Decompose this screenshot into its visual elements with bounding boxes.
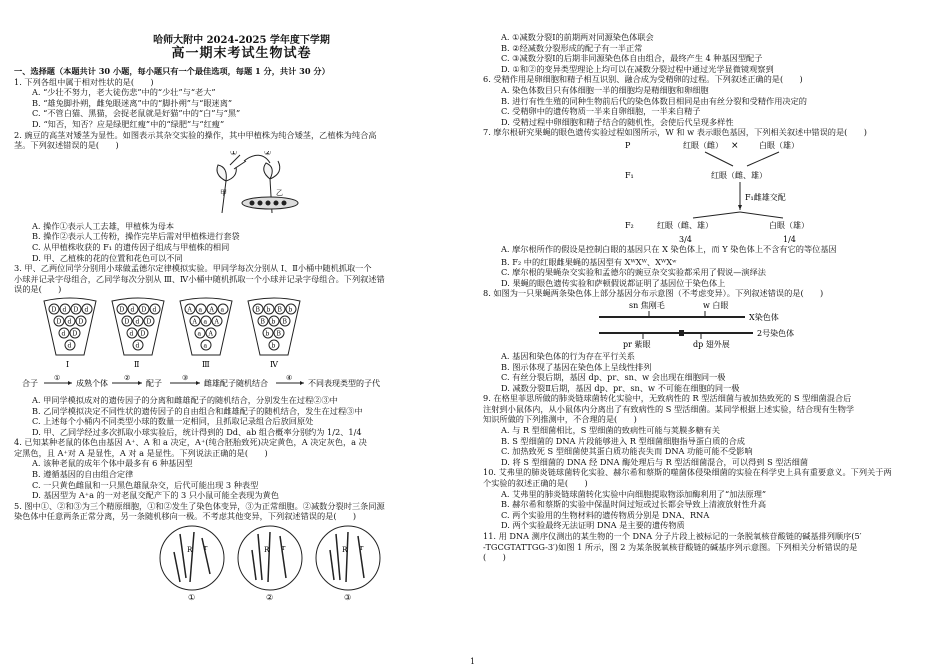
school-header: 哈师大附中 2024-2025 学年度下学期	[153, 35, 330, 46]
gene-dp: dp 翅外展	[693, 339, 730, 349]
option-b: B. F₂ 中的红眼雌果蝇的基因型有 XᵂXᵂ、XᵂXʷ	[501, 256, 677, 267]
label-yi: 乙	[276, 188, 283, 197]
question-stem-cont: 知识所做的下列推测中，不合理的是( )	[483, 414, 637, 425]
question-stem: 9. 在格里菲思所做的肺炎链球菌转化实验中，无致病性的 R 型活细菌与被加热致死的 S 型细菌混合后	[483, 393, 852, 404]
question-stem: 7. 摩尔根研究果蝇的眼色遗传实验过程如图所示，W 和 w 表示眼色基因，下列相关叙述中错误的是( )	[483, 127, 867, 138]
option-d: D. 受精过程中卵细胞和精子结合的随机性，会使后代呈现多样性	[501, 116, 734, 127]
flow-fusion: 雌雄配子随机结合	[204, 378, 268, 388]
question-stem: 11. 用 DNA 测序仪测出的某生物的一个 DNA 分子片段上被标记的一条脱氧核苷酸链的碱基排列顺序(5′	[483, 531, 862, 541]
option-d: D. “知否，知否？应是绿肥红瘦”中的“绿肥”与“红瘦”	[32, 118, 225, 129]
ball-letter: a	[198, 306, 203, 314]
option-a: A. 操作①表示人工去雄，甲植株为母本	[32, 220, 175, 231]
ball-letter: b	[265, 330, 270, 338]
gamete-flow	[14, 371, 469, 395]
cell-label-3: ③	[344, 593, 352, 603]
option-d: D. ①和②的变异类型理论上均可以在减数分裂过程中通过光学显微镜观察到	[501, 63, 774, 74]
option-b: B. 遵循基因的自由组合定律	[32, 469, 134, 480]
option-b: B. 乙同学模拟决定不同性状的遗传因子的自由组合和雌雄配子的随机结合，发生在过程③中	[32, 405, 363, 416]
svg-text:R: R	[264, 546, 270, 555]
option-d: D. 减数分裂Ⅱ后期，基因 dp、pr、sn、w 不可能在细胞的同一极	[501, 382, 740, 393]
section-heading: 一、选择题（本题共计 30 小题，每小题只有一个最佳选项，每题 1 分，共计 30 分）	[14, 66, 330, 76]
question-10	[483, 467, 938, 531]
option-b: B. S 型细菌的 DNA 片段能够进入 R 型细菌细胞指导蛋白质的合成	[501, 435, 745, 446]
svg-text:R: R	[342, 546, 348, 555]
ball-letter: D	[72, 330, 78, 338]
ball-letter: D	[51, 306, 57, 314]
bucket-label-2: Ⅱ	[134, 359, 140, 369]
svg-text:r: r	[282, 544, 286, 553]
chromosome-figure	[483, 299, 938, 351]
ball-letter: D	[141, 306, 147, 314]
flow-step-3: ③	[182, 373, 189, 382]
ball-letter: D	[146, 318, 152, 326]
ball-letter: d	[135, 318, 140, 326]
label-jia: 甲	[220, 188, 227, 197]
option-c: C. 从甲植株收获的 F₁ 的遗传因子组成与甲植株的相同	[32, 241, 230, 252]
f2-white: 白眼（雄）	[769, 220, 809, 230]
option-d: D. 甲、乙同学经过多次抓取小球实验后，统计得到的 Dd、ab 组合概率分别约为 1/2、1/4	[32, 426, 362, 437]
question-stem-cont: 小球并记录字母组合，乙同学每次分别从 Ⅲ、Ⅳ小桶中随机抓取一个小球并记录字母组合。下列叙述错	[14, 273, 385, 284]
option-c: C. “不管白猫、黑猫，会捉老鼠就是好猫”中的“白”与“黑”	[32, 108, 241, 119]
option-b: B. 赫尔希和蔡斯的实验中保温时间过短或过长都会导致上清液放射性升高	[501, 499, 767, 510]
question-stem: 1. 下列各组中属于相对性状的是( )	[14, 76, 154, 87]
question-7	[483, 127, 938, 288]
option-a: A. 甲同学模拟成对的遗传因子的分离和雌雄配子的随机结合，分别发生在过程②③中	[32, 394, 338, 405]
option-c: C. 上述每个小桶内不同类型小球的数量一定相同，且抓取记录组合后放回原处	[32, 416, 314, 427]
ball-letter: D	[119, 306, 125, 314]
option-a: A. 与 R 型细菌相比，S 型细菌的致病性可能与荚膜多糖有关	[501, 425, 721, 436]
spermatogonia-illustration	[14, 522, 469, 602]
fruitfly-cross-diagram	[483, 138, 938, 244]
question-5	[14, 501, 469, 602]
ball-letter: d	[61, 330, 66, 338]
gene-sn: sn 焦刚毛	[629, 300, 665, 310]
question-6	[483, 74, 938, 127]
bucket-illustration	[14, 295, 469, 371]
svg-text:r: r	[204, 544, 208, 553]
option-b: B. “雄兔脚扑朔，雌兔眼迷离”中的“脚扑朔”与“眼迷离”	[32, 97, 233, 108]
ball-letter: A	[214, 318, 219, 326]
ball-letter: A	[208, 330, 213, 338]
question-stem-cont: ( )	[483, 552, 506, 563]
gene-pr: pr 紫眼	[623, 339, 651, 349]
bucket-figure	[14, 295, 469, 371]
option-c: C. 摩尔根的果蝇杂交实验和孟德尔的豌豆杂交实验都采用了假说—演绎法	[501, 267, 766, 278]
ball-letter: d	[135, 342, 140, 350]
question-stem-cont: 误的是( )	[14, 284, 62, 295]
ball-letter: A	[187, 306, 192, 314]
question-stem: 5. 图中①、②和③为三个精原细胞，①和②发生了染色体变异，③为正常细胞。②减数分裂时三条同源	[14, 500, 385, 511]
option-a: A. 艾弗里的肺炎链球菌转化实验中向细胞提取物添加酶利用了“加法原理”	[501, 488, 767, 499]
option-d: D. 两个实验最终无法证明 DNA 是主要的遗传物质	[501, 520, 685, 531]
question-9	[483, 393, 938, 467]
option-a: A. “少壮不努力，老大徒伤悲”中的“少壮”与“老大”	[32, 87, 216, 98]
question-stem: 3. 甲、乙两位同学分别用小球做孟德尔定律模拟实验。甲同学每次分别从 Ⅰ、Ⅱ小桶中随机抓取一个	[14, 263, 372, 274]
question-stem-cont: 个实验的叙述正确的是( )	[483, 478, 588, 489]
ball-letter: b	[271, 318, 276, 326]
svg-text:r: r	[360, 544, 364, 553]
flow-zygote: 合子	[22, 378, 38, 388]
option-c: C. 加热致死 S 型细菌使其蛋白质功能丧失而 DNA 功能可能不受影响	[501, 446, 753, 457]
ball-letter: a	[203, 318, 208, 326]
pedigree-figure	[483, 138, 938, 244]
ball-letter: a	[220, 306, 225, 314]
bucket-label-4: Ⅳ	[270, 359, 278, 369]
flow-step-2: ②	[124, 373, 131, 382]
page-number: 1	[470, 657, 476, 666]
question-stem: 8. 如图为一只果蝇两条染色体上部分基因分布示意图（不考虑变异）。下列叙述错误的是( )	[483, 288, 824, 299]
question-4	[14, 437, 469, 501]
ratio-red: 3/4	[679, 234, 692, 244]
cell-label-1: ①	[188, 593, 196, 603]
right-column	[483, 32, 938, 563]
option-d: D. 将 S 型细菌的 DNA 经 DNA 酶处理后与 R 型活细菌混合，可以得到 S 型活细菌	[501, 456, 809, 467]
cell-figure	[14, 522, 469, 602]
question-5-options	[483, 32, 938, 74]
question-stem: 10. 艾弗里的肺炎链球菌转化实验、赫尔希和蔡斯的噬菌体侵染细菌的实验在科学史上具有重要意义。下列关于两	[483, 467, 892, 478]
ball-letter: d	[67, 342, 72, 350]
p-female: 红眼（雌）	[683, 140, 723, 150]
cross-sign: ×	[731, 140, 739, 151]
ball-letter: B	[260, 318, 265, 326]
flow-figure	[14, 371, 469, 395]
flow-gamete: 配子	[146, 378, 162, 388]
x-chromosome-label: X染色体	[749, 312, 779, 322]
ball-letter: d	[130, 306, 135, 314]
ball-letter: a	[197, 330, 202, 338]
option-a: A. 摩尔根所作的假设是控制白眼的基因只在 X 染色体上，而 Y 染色体上不含有它的等位基因	[501, 243, 837, 254]
option-b: B. 图示体现了基因在染色体上呈线性排列	[501, 361, 652, 372]
ball-letter: d	[62, 306, 67, 314]
option-c: C. 两个实验用的生物材料的遗传物质分别是 DNA、RNA	[501, 509, 710, 520]
option-d: D. 果蝇的眼色遗传实验和萨顿假说都证明了基因位于染色体上	[501, 277, 726, 288]
question-stem-cont: 染色体中任意两条正常分离，另一条随机移向一极。不考虑其他变异，下列叙述错误的是( )	[14, 511, 357, 522]
ball-letter: b	[266, 306, 271, 314]
option-c: C. 一只黄色雌鼠和一只黑色雄鼠杂交，后代可能出现 3 种表型	[32, 479, 259, 490]
flow-step-1: ①	[54, 373, 61, 382]
option-a: A. 染色体数目只有体细胞一半的细胞均是精细胞和卵细胞	[501, 84, 709, 95]
f1-intercross: F₁雌雄交配	[745, 192, 786, 202]
ball-letter: B	[282, 318, 287, 326]
ball-letter: B	[255, 306, 260, 314]
ball-letter: d	[129, 330, 134, 338]
ratio-white: 1/4	[783, 234, 796, 244]
pea-cross-figure	[14, 151, 469, 221]
ball-letter: d	[84, 306, 89, 314]
question-stem-cont: 定黑色，且 A⁺对 A 是显性，A 对 a 是显性。下列说法正确的是( )	[14, 447, 268, 458]
question-stem-cont: 茎。下列叙述错误的是( )	[14, 140, 119, 151]
ball-letter: b	[288, 306, 293, 314]
pea-cross-illustration	[14, 151, 469, 221]
question-3	[14, 263, 469, 437]
f2-red: 红眼（雌、雄）	[657, 220, 713, 230]
label-p: P	[625, 140, 631, 150]
ball-letter: d	[67, 318, 72, 326]
exam-title: 高一期末考试生物试卷	[171, 46, 312, 61]
svg-text:R: R	[187, 546, 193, 555]
flow-step-4: ④	[286, 373, 293, 382]
question-11	[483, 531, 938, 563]
question-stem: 6. 受精作用是卵细胞和精子相互识别、融合成为受精卵的过程。下列叙述正确的是( )	[483, 74, 803, 85]
label-f2: F₂	[625, 220, 634, 230]
option-a: A. ①减数分裂Ⅰ的前期两对同源染色体联会	[501, 32, 654, 42]
gene-w: w 白眼	[703, 300, 729, 310]
left-column	[14, 66, 469, 602]
ball-letter: D	[56, 318, 62, 326]
ball-letter: D	[78, 318, 84, 326]
bucket-label-1: Ⅰ	[66, 359, 70, 369]
option-c: C. ③减数分裂Ⅰ的后期非同源染色体自由组合，最终产生 4 种基因型配子	[501, 53, 763, 64]
option-d: D. 基因型为 A⁺a 的一对老鼠交配产下的 3 只小鼠可能全表现为黄色	[32, 490, 279, 501]
ball-letter: a	[203, 342, 208, 350]
option-d: D. 甲、乙植株的花的位置和花色可以不同	[32, 252, 183, 263]
option-c: C. 受精卵中的遗传物质一半来自卵细胞，一半来自精子	[501, 106, 701, 117]
p-male: 白眼（雄）	[759, 140, 799, 150]
flow-offspring: 不同表现类型的子代	[308, 378, 380, 388]
question-stem: 2. 豌豆的高茎对矮茎为显性。如图表示其杂交实验的操作，其中甲植株为纯合矮茎，乙植株为纯合高	[14, 129, 377, 140]
ball-letter: b	[271, 342, 276, 350]
ball-letter: d	[152, 306, 157, 314]
ball-letter: B	[277, 306, 282, 314]
chr2-label: 2号染色体	[757, 328, 795, 338]
option-b: B. ②经减数分裂形成的配子有一半正常	[501, 42, 643, 53]
option-a: A. 基因和染色体的行为存在平行关系	[501, 350, 635, 361]
label-step-2: ②	[264, 150, 272, 157]
f1-phenotype: 红眼（雌、雄）	[711, 170, 767, 180]
option-a: A. 该种老鼠的成年个体中最多有 6 种基因型	[32, 458, 193, 469]
option-c: C. 有丝分裂后期，基因 dp、pr、sn、w 会出现在细胞同一极	[501, 372, 726, 383]
chromosome-map	[483, 299, 938, 351]
cell-label-2: ②	[266, 593, 274, 603]
ball-letter: D	[124, 318, 130, 326]
question-8	[483, 288, 938, 393]
ball-letter: B	[276, 330, 281, 338]
flow-adult: 成熟个体	[76, 378, 108, 388]
option-b: B. 进行有性生殖的同种生物前后代的染色体数目相同是由有丝分裂和受精作用决定的	[501, 95, 807, 106]
label-step-1: ①	[230, 150, 238, 157]
bucket-label-3: Ⅲ	[202, 359, 210, 369]
question-1	[14, 77, 469, 130]
question-2	[14, 130, 469, 264]
ball-letter: A	[192, 318, 197, 326]
ball-letter: D	[73, 306, 79, 314]
ball-letter: D	[140, 330, 146, 338]
question-stem: 4. 已知某种老鼠的体色由基因 A⁺、A 和 a 决定，A⁺(纯合胚胎致死)决定黄色，A 决定灰色，a 决	[14, 437, 367, 448]
option-b: B. 操作②表示人工传粉，操作完毕后需对甲植株进行套袋	[32, 231, 240, 242]
question-stem-cont: -TGCGTATTGG-3′)如图 1 所示，图 2 为某条脱氧核苷酸链的碱基序列示意图。下列相关分析错误的是	[483, 541, 858, 552]
question-stem-cont: 注射到小鼠体内，从小鼠体内分离出了有致病性的 S 型活细菌。某同学根据上述实验，结合现有生物学	[483, 403, 855, 414]
ball-letter: A	[209, 306, 214, 314]
label-f1: F₁	[625, 170, 634, 180]
